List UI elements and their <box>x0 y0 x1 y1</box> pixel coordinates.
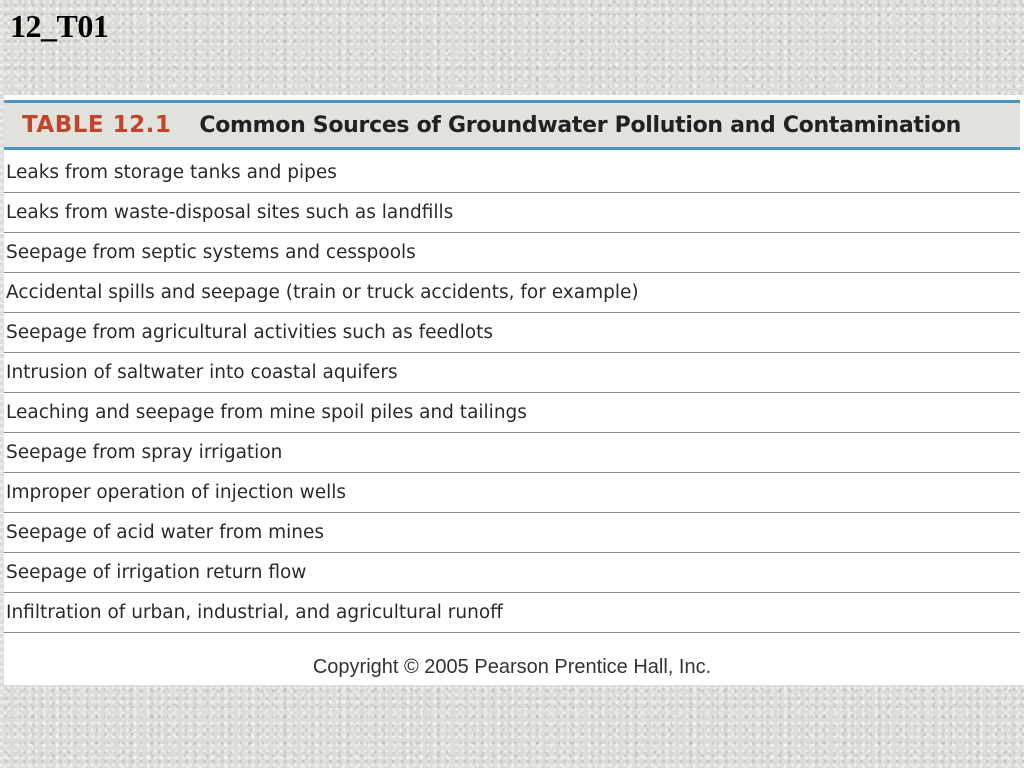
table-row: Intrusion of saltwater into coastal aquifers <box>4 353 1020 393</box>
table-row: Leaks from storage tanks and pipes <box>4 153 1020 193</box>
table-row: Improper operation of injection wells <box>4 473 1020 513</box>
table-caption: Common Sources of Groundwater Pollution and Contamination <box>199 112 962 138</box>
table-body <box>4 153 1020 633</box>
table-row: Leaching and seepage from mine spoil piles and tailings <box>4 393 1020 433</box>
table-row: Seepage from spray irrigation <box>4 433 1020 473</box>
copyright-notice: Copyright © 2005 Pearson Prentice Hall, Inc. <box>312 656 712 678</box>
table-row: Seepage from agricultural activities such as feedlots <box>4 313 1020 353</box>
slide-title: 12_T01 <box>10 8 109 44</box>
table-row: Seepage of acid water from mines <box>4 513 1020 553</box>
table-row: Leaks from waste-disposal sites such as landfills <box>4 193 1020 233</box>
table-row: Seepage of irrigation return flow <box>4 553 1020 593</box>
table-row: Infiltration of urban, industrial, and agricultural runoff <box>4 593 1020 633</box>
table-row: Seepage from septic systems and cesspools <box>4 233 1020 273</box>
table-label: TABLE 12.1 <box>22 112 172 138</box>
table-header <box>4 100 1020 150</box>
table-panel <box>4 95 1024 685</box>
table-row: Accidental spills and seepage (train or truck accidents, for example) <box>4 273 1020 313</box>
